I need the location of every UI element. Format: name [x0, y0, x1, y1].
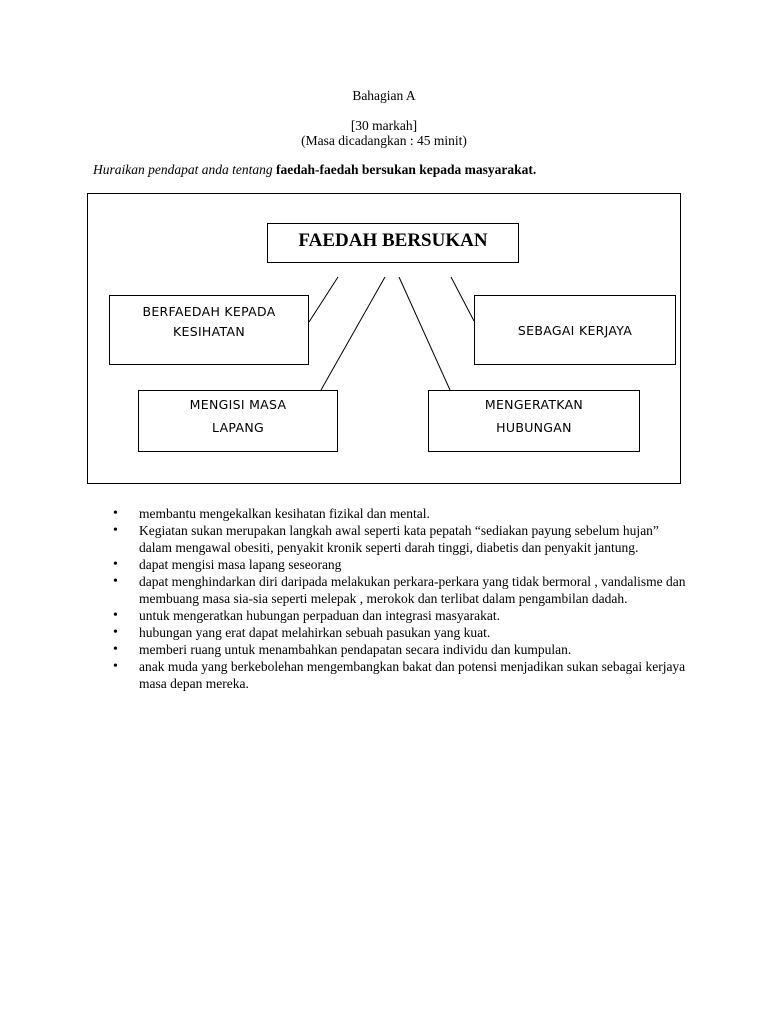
career-benefit-label: SEBAGAI KERJAYA — [517, 322, 633, 338]
leisure-benefit-line-2: LAPANG — [212, 420, 264, 435]
connector-career — [451, 277, 474, 321]
list-item: • anak muda yang berkebolehan mengembangkan bakat dan potensi menjadikan sukan sebagai kerjaya masa depan mereka. — [111, 658, 691, 692]
question-text — [93, 162, 536, 178]
mind-map-diagram — [87, 193, 681, 484]
career-benefit-box — [474, 295, 676, 365]
health-benefit-line-2: KESIHATAN — [173, 324, 245, 339]
list-item: • hubungan yang erat dapat melahirkan sebuah pasukan yang kuat. — [111, 624, 691, 641]
marks-label: [30 markah] — [350, 118, 418, 133]
list-item: • dapat mengisi masa lapang seseorang — [111, 556, 691, 573]
list-item: • memberi ruang untuk menambahkan pendapatan secara individu dan kumpulan. — [111, 641, 691, 658]
connector-relation — [399, 277, 450, 390]
list-item: • membantu mengekalkan kesihatan fizikal dan mental. — [111, 505, 691, 522]
suggested-time: (Masa dicadangkan : 45 minit) — [301, 133, 467, 148]
leisure-benefit-box — [138, 390, 338, 452]
leisure-benefit-line-1: MENGISI MASA — [189, 397, 287, 412]
relationship-benefit-line-2: HUBUNGAN — [496, 420, 572, 435]
question-topic: faedah-faedah bersukan kepada masyarakat. — [275, 162, 537, 177]
connector-leisure — [321, 277, 385, 390]
health-benefit-box — [109, 295, 309, 365]
section-title: Bahagian A — [352, 88, 416, 103]
health-benefit-line-1: BERFAEDAH KEPADA — [142, 304, 276, 319]
central-topic-label: FAEDAH BERSUKAN — [298, 230, 488, 251]
connector-health — [309, 277, 338, 322]
answer-points-list — [111, 505, 691, 692]
list-item: • Kegiatan sukan merupakan langkah awal seperti kata pepatah “sediakan payung sebelum hujan” dalam mengawal obesiti, penyakit kronik seperti darah tinggi, diabetis dan penyakit jantung. — [111, 522, 691, 556]
list-item: • dapat menghindarkan diri daripada melakukan perkara-perkara yang tidak bermoral , vandalisme dan membuang masa sia-sia seperti melepak , merokok dan terlibat dalam pengambilan dadah. — [111, 573, 691, 607]
question-instruction: Huraikan pendapat anda tentang — [93, 162, 273, 177]
central-topic-box — [267, 223, 519, 263]
list-item: • untuk mengeratkan hubungan perpaduan dan integrasi masyarakat. — [111, 607, 691, 624]
relationship-benefit-box — [428, 390, 640, 452]
relationship-benefit-line-1: MENGERATKAN — [484, 397, 584, 412]
